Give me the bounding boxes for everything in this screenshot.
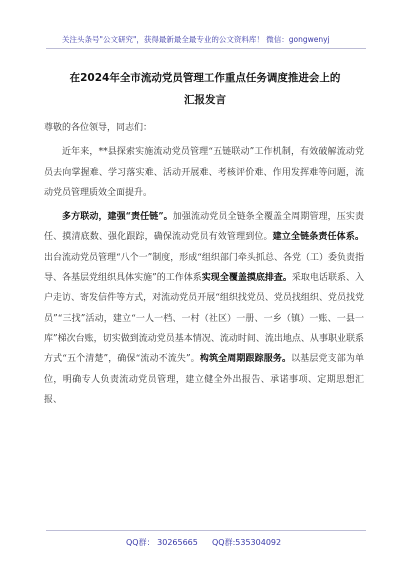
document-title-line-1: 在2024年全市流动党员管理工作重点任务调度推进会上的 [69,72,341,84]
footer-divider [46,530,366,531]
subsection-text: 出台流动党员管理“八个一”制度，形成“组织部门牵头抓总、各党（工）委负责指导、各基层党组织具体实施”的工作体系 [44,252,364,284]
subsection-text: 采取电话联系、入户走访、寄发信件等方式，对流动党员开展“组织找党员、党员找组织、党员找党员”“三找”活动，建立“一人一档、一村（社区）一册、一乡（镇）一账、一县一库”梯次台账，切实做到流动党员基本情况、流动时间、流出地点、从事职业联系方式“五个清楚”，确保“流动不流失”。 [44,273,364,365]
subheading-full-cycle-tracking: 构筑全周期跟踪服务。 [199,354,292,365]
document-body [44,118,364,410]
header-divider [46,48,366,49]
footer-qq-group-2: QQ群:535304092 [212,538,282,547]
footer-qq-group-1: QQ群： 30265665 [126,538,198,547]
section-heading-responsibility-chain: 多方联动，建强“责任链”。 [62,212,173,223]
salutation: 尊敬的各位领导，同志们： [44,123,153,133]
header-banner: 关注头条号"公文研究"，获得最新最全最专业的公文资料库！ 微信：gongwenyj [62,35,330,44]
intro-paragraph: 近年来，**县探索实施流动党员管理“五链联动”工作机制，有效破解流动党员去向掌握难、学习落实难、活动开展难、考核评价难、作用发挥难等问题，流动党员管理质效全面提升。 [44,147,364,198]
subheading-responsibility-system: 建立全链条责任体系。 [272,232,364,243]
document-title-line-2: 汇报发言 [184,94,226,106]
section-paragraph [44,207,364,410]
subsection-text: 以基层党支部为单位，明确专人负责流动党员管理，建立健全外出报告、承诺事项、定期思想汇报、 [44,354,364,405]
subheading-full-coverage-survey: 实现全覆盖摸底排查。 [201,273,292,284]
section-text: 加强流动党员全链条全覆盖全周期管理，压实责任、摸清底数、强化跟踪，确保流动党员有效管理到位。 [44,212,364,243]
